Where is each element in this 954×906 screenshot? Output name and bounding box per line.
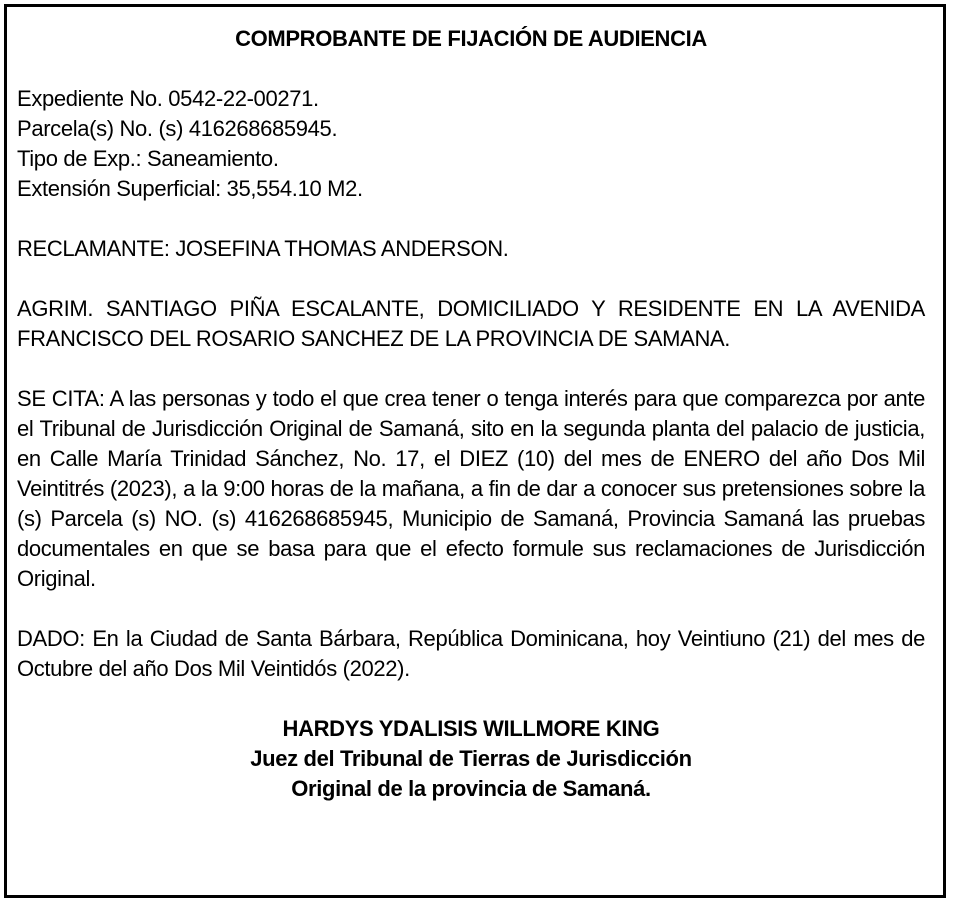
parcela-line: Parcela(s) No. (s) 416268685945. (17, 116, 338, 141)
agrimensor-paragraph: AGRIM. SANTIAGO PIÑA ESCALANTE, DOMICILIADO Y RESIDENTE EN LA AVENIDA FRANCISCO DEL ROSARIO SANCHEZ DE LA PROVINCIA DE SAMANA. (17, 296, 925, 351)
citation-paragraph: SE CITA: A las personas y todo el que crea tener o tenga interés para que comparezca por ante el Tribunal de Jurisdicción Original de Samaná, sito en la segunda planta del palacio de justicia, en Calle María Trinidad Sánchez, No. 17, el DIEZ (10) del mes de ENERO del año Dos Mil Veintitrés (2023), a la 9:00 horas de la mañana, a fin de dar a conocer sus pretensiones sobre la (s) Parcela (s) NO. (s) 416268685945, Municipio de Samaná, Provincia Samaná las pruebas documentales en que se basa para que el efecto formule sus reclamaciones de Jurisdicción Original. (17, 386, 925, 591)
tipo-line: Tipo de Exp.: Saneamiento. (17, 146, 279, 171)
expediente-line: Expediente No. 0542-22-00271. (17, 86, 319, 111)
notice-document (17, 24, 925, 804)
document-title: COMPROBANTE DE FIJACIÓN DE AUDIENCIA (235, 26, 707, 51)
case-details (17, 84, 925, 204)
signatory-role-line-2: Original de la provincia de Samaná. (291, 776, 651, 801)
reclamante-paragraph: RECLAMANTE: JOSEFINA THOMAS ANDERSON. (17, 236, 509, 261)
extension-line: Extensión Superficial: 35,554.10 M2. (17, 176, 363, 201)
dado-paragraph: DADO: En la Ciudad de Santa Bárbara, República Dominicana, hoy Veintiuno (21) del mes de Octubre del año Dos Mil Veintidós (2022). (17, 626, 925, 681)
signatory-role-line-1: Juez del Tribunal de Tierras de Jurisdicción (250, 746, 692, 771)
signature-block (17, 714, 925, 804)
signatory-name: HARDYS YDALISIS WILLMORE KING (282, 716, 660, 741)
